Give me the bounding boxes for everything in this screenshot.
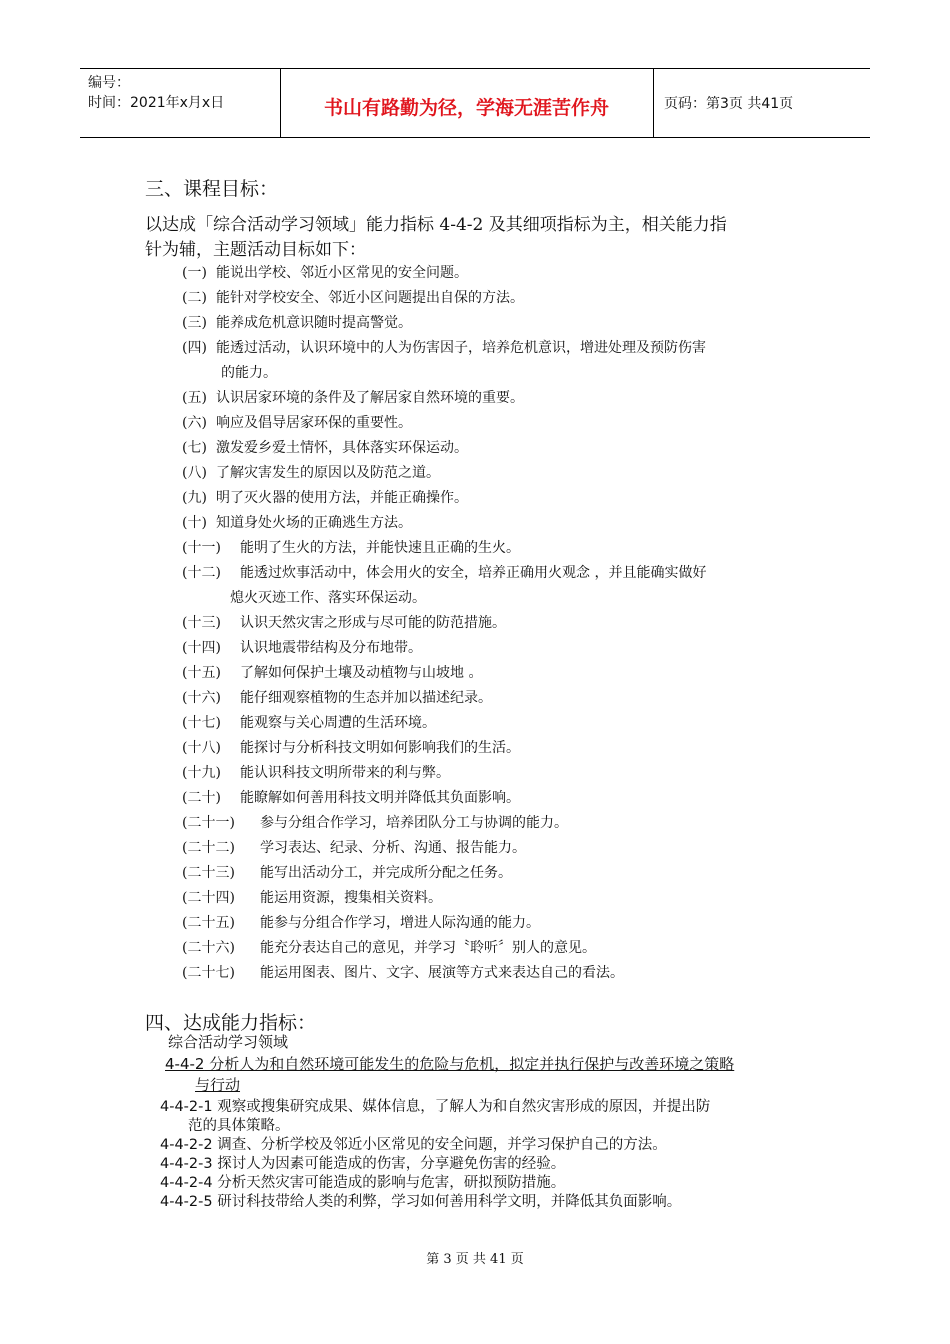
goal-item — [182, 612, 506, 632]
goal-number: (二十四) — [182, 890, 235, 906]
goal-number: (十六) — [182, 690, 221, 706]
learning-domain: 综合活动学习领域 — [168, 1033, 289, 1051]
goal-item — [182, 762, 450, 782]
main-indicator-cont: 与行动 — [195, 1076, 241, 1094]
goal-number: (三) — [182, 315, 207, 331]
goal-text-cont: 熄火灭迹工作、落实环保运动。 — [230, 590, 426, 606]
main-indicator — [165, 1053, 734, 1074]
goal-number: (十二) — [182, 565, 221, 581]
goal-number: (十九) — [182, 765, 221, 781]
sub-indicator — [160, 1095, 710, 1116]
goal-number: (九) — [182, 490, 207, 506]
goal-text: 能说出学校、邻近小区常见的安全问题。 — [216, 265, 468, 281]
goal-item — [182, 662, 482, 682]
goal-text: 认识天然灾害之形成与尽可能的防范措施。 — [240, 615, 506, 631]
goal-number: (二十) — [182, 790, 221, 806]
goal-item — [182, 412, 412, 432]
goal-item — [182, 862, 512, 882]
goal-item — [182, 787, 520, 807]
goal-item — [182, 387, 524, 407]
header-page-number: 页码：第3页 共41页 — [664, 96, 794, 112]
goal-item — [182, 462, 440, 482]
goal-text: 能养成危机意识随时提高警觉。 — [216, 315, 412, 331]
goal-text: 能透过活动，认识环境中的人为伤害因子，培养危机意识，增进处理及预防伤害 — [216, 340, 706, 356]
goal-number: (八) — [182, 465, 207, 481]
goal-text: 能明了生火的方法，并能快速且正确的生火。 — [240, 540, 520, 556]
indicator-code: 4-4-2 — [165, 1055, 205, 1073]
goal-number: (十五) — [182, 665, 221, 681]
sub-indicator-text: 观察或搜集研究成果、媒体信息，了解人为和自然灾害形成的原因，并提出防 — [212, 1099, 711, 1115]
goal-text: 认识地震带结构及分布地带。 — [240, 640, 422, 656]
indicator-text: 分析人为和自然环境可能发生的危险与危机，拟定并执行保护与改善环境之策略 — [204, 1055, 735, 1073]
goal-item — [182, 962, 624, 982]
goal-item — [182, 912, 540, 932]
goal-item — [182, 437, 468, 457]
goal-number: (二十五) — [182, 915, 235, 931]
goal-text: 激发爱乡爱土情怀，具体落实环保运动。 — [216, 440, 468, 456]
goal-item — [182, 937, 596, 957]
goal-number: (六) — [182, 415, 207, 431]
goal-item — [182, 287, 524, 307]
goal-item — [182, 262, 468, 282]
sub-indicator — [160, 1152, 565, 1173]
goal-item — [182, 562, 706, 582]
page-footer: 第 3 页 共 41 页 — [426, 1252, 524, 1267]
goal-text: 能仔细观察植物的生态并加以描述纪录。 — [240, 690, 492, 706]
sub-indicator-code: 4-4-2-2 — [160, 1137, 213, 1153]
goal-number: (二十二) — [182, 840, 235, 856]
intro-line: 针为辅，主题活动目标如下： — [145, 240, 366, 260]
goal-text: 能透过炊事活动中，体会用火的安全，培养正确用火观念 ，并且能确实做好 — [240, 565, 707, 581]
sub-indicator-code: 4-4-2-3 — [160, 1156, 213, 1172]
intro-line: 以达成「综合活动学习领域」能力指标 4-4-2 及其细项指标为主，相关能力指 — [145, 215, 727, 235]
goal-text: 了解灾害发生的原因以及防范之道。 — [216, 465, 440, 481]
goal-number: (四) — [182, 340, 207, 356]
goal-number: (七) — [182, 440, 207, 456]
goal-text: 能参与分组合作学习，增进人际沟通的能力。 — [260, 915, 540, 931]
goal-text: 知道身处火场的正确逃生方法。 — [216, 515, 412, 531]
goal-item — [182, 687, 492, 707]
header-divider — [653, 69, 654, 137]
goal-number: (一) — [182, 265, 207, 281]
goal-text: 明了灭火器的使用方法，并能正确操作。 — [216, 490, 468, 506]
goal-number: (十四) — [182, 640, 221, 656]
page-header — [80, 68, 870, 138]
goal-text: 学习表达、纪录、分析、沟通、报告能力。 — [260, 840, 526, 856]
goal-text: 参与分组合作学习，培养团队分工与协调的能力。 — [260, 815, 568, 831]
goal-number: (二十七) — [182, 965, 235, 981]
goal-number: (五) — [182, 390, 207, 406]
goal-text: 能认识科技文明所带来的利与弊。 — [240, 765, 450, 781]
goal-item — [182, 487, 468, 507]
sub-indicator-cont: 范的具体策略。 — [188, 1118, 290, 1134]
goal-item — [182, 337, 706, 357]
sub-indicator — [160, 1133, 667, 1154]
goal-text: 能瞭解如何善用科技文明并降低其负面影响。 — [240, 790, 520, 806]
goal-number: (二) — [182, 290, 207, 306]
goal-item — [182, 712, 436, 732]
serial-label: 编号： — [88, 75, 130, 91]
goal-text: 能运用图表、图片、文字、展演等方式来表达自己的看法。 — [260, 965, 624, 981]
header-meta — [88, 73, 224, 113]
goal-text: 能充分表达自己的意见，并学习〝聆听〞别人的意见。 — [260, 940, 596, 956]
goal-number: (二十一) — [182, 815, 235, 831]
goal-item — [182, 637, 422, 657]
goal-item — [182, 537, 520, 557]
goal-number: (十三) — [182, 615, 221, 631]
sub-indicator-code: 4-4-2-5 — [160, 1194, 213, 1210]
sub-indicator-code: 4-4-2-1 — [160, 1099, 213, 1115]
goal-number: (十一) — [182, 540, 221, 556]
goal-number: (二十三) — [182, 865, 235, 881]
sub-indicator-code: 4-4-2-4 — [160, 1175, 213, 1191]
sub-indicator-text: 分析天然灾害可能造成的影响与危害，研拟预防措施。 — [212, 1175, 566, 1191]
goal-item — [182, 737, 520, 757]
goal-number: (十七) — [182, 715, 221, 731]
goal-text: 能观察与关心周遭的生活环境。 — [240, 715, 436, 731]
sub-indicator-text: 调查、分析学校及邻近小区常见的安全问题，并学习保护自己的方法。 — [212, 1137, 667, 1153]
goal-text: 能探讨与分析科技文明如何影响我们的生活。 — [240, 740, 520, 756]
sub-indicator — [160, 1190, 681, 1211]
goal-text: 能写出活动分工，并完成所分配之任务。 — [260, 865, 512, 881]
goal-number: (十) — [182, 515, 207, 531]
section-title-indicators: 四、达成能力指标： — [145, 1012, 317, 1034]
goal-text: 了解如何保护土壤及动植物与山坡地 。 — [240, 665, 483, 681]
goal-text: 认识居家环境的条件及了解居家自然环境的重要。 — [216, 390, 524, 406]
sub-indicator — [160, 1171, 565, 1192]
goal-item — [182, 512, 412, 532]
goal-item — [182, 312, 412, 332]
goal-text: 能运用资源，搜集相关资料。 — [260, 890, 442, 906]
sub-indicator-text: 探讨人为因素可能造成的伤害，分享避免伤害的经验。 — [212, 1156, 566, 1172]
sub-indicator-text: 研讨科技带给人类的利弊，学习如何善用科学文明，并降低其负面影响。 — [212, 1194, 682, 1210]
goal-number: (二十六) — [182, 940, 235, 956]
goal-text: 响应及倡导居家环保的重要性。 — [216, 415, 412, 431]
goal-item — [182, 837, 526, 857]
header-motto: 书山有路勤为径，学海无涯苦作舟 — [323, 97, 609, 119]
date-label: 时间：2021年x月x日 — [88, 95, 225, 111]
goal-item — [182, 887, 442, 907]
goal-item — [182, 812, 568, 832]
goal-text: 能针对学校安全、邻近小区问题提出自保的方法。 — [216, 290, 524, 306]
goal-text-cont: 的能力。 — [221, 365, 277, 381]
section-title-goals: 三、课程目标： — [145, 178, 279, 200]
goal-number: (十八) — [182, 740, 221, 756]
